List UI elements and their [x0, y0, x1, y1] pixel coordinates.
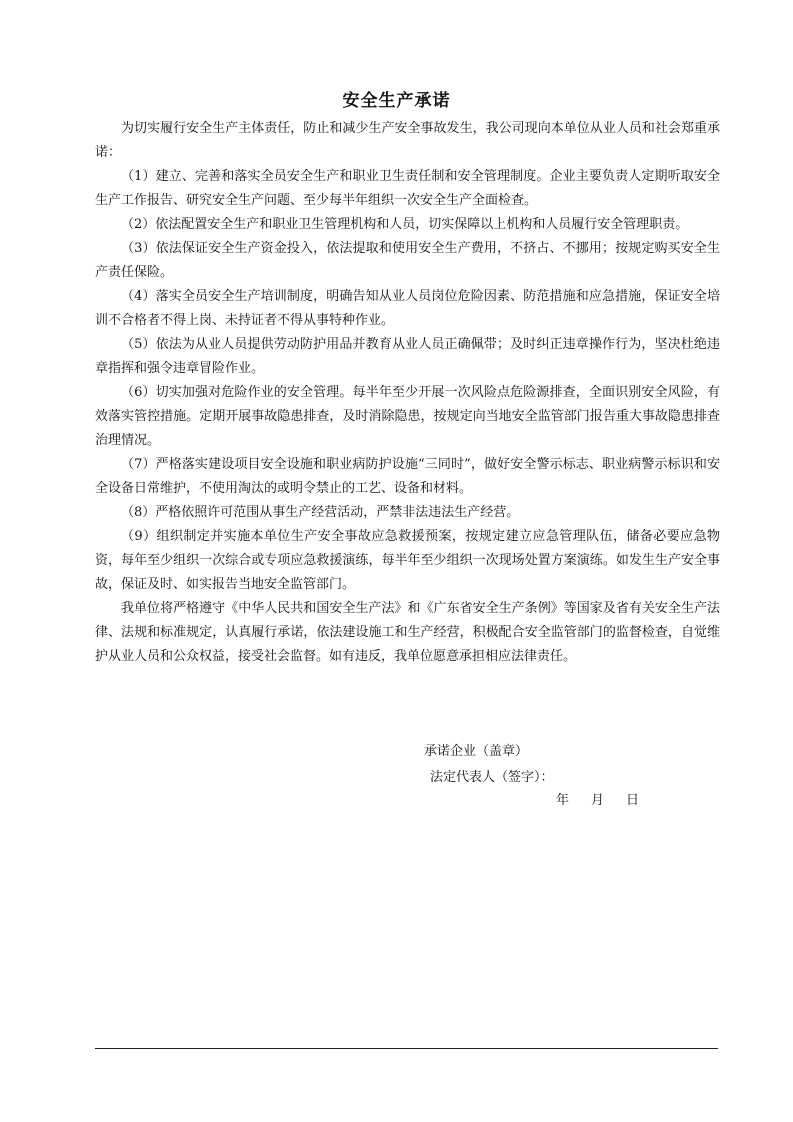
date-year-label: 年 [556, 793, 570, 808]
commitment-item-3: （3）依法保证安全生产资金投入，依法提取和使用安全生产费用，不挤占、不挪用；按规定购买安全生产责任保险。 [95, 241, 720, 280]
closing-paragraph: 我单位将严格遵守《中华人民共和国安全生产法》和《广东省安全生产条例》等国家及省有关安全生产法律、法规和标准规定，认真履行承诺，依法建设施工和生产经营，积极配合安全监管部门的监督检查，自觉维护从业人员和公众权益，接受社会监督。如有违反，我单位愿意承担相应法律责任。 [95, 601, 720, 664]
commitment-item-6: （6）切实加强对危险作业的安全管理。每半年至少开展一次风险点危险源排查，全面识别安全风险，有效落实管控措施。定期开展事故隐患排查，及时消除隐患，按规定向当地安全监管部门报告重大事故隐患排查治理情况。 [95, 385, 720, 448]
signature-representative-label: 法定代表人（签字）： [430, 770, 554, 785]
commitment-item-1: （1）建立、完善和落实全员安全生产和职业卫生责任制和安全管理制度。企业主要负责人定期听取安全生产工作报告、研究安全生产问题、至少每半年组织一次安全生产全面检查。 [95, 169, 720, 208]
intro-paragraph: 为切实履行安全生产主体责任，防止和减少生产安全事故发生，我公司现向本单位从业人员和社会郑重承诺： [95, 121, 720, 160]
signature-company-label: 承诺企业（盖章） [424, 744, 529, 759]
document-title: 安全生产承诺 [342, 91, 451, 111]
commitment-item-2: （2）依法配置安全生产和职业卫生管理机构和人员，切实保障以上机构和人员履行安全管理职责。 [121, 217, 689, 232]
footer-divider [95, 1048, 718, 1049]
commitment-item-7: （7）严格落实建设项目安全设施和职业病防护设施“三同时”，做好安全警示标志、职业病警示标识和安全设备日常维护，不使用淘汰的或明令禁止的工艺、设备和材料。 [95, 457, 720, 496]
signature-date [556, 789, 639, 813]
document-body [95, 117, 720, 669]
date-day-label: 日 [626, 793, 640, 808]
commitment-item-4: （4）落实全员安全生产培训制度，明确告知从业人员岗位危险因素、防范措施和应急措施，保证安全培训不合格者不得上岗、未持证者不得从事特种作业。 [95, 289, 720, 328]
date-month-label: 月 [591, 793, 605, 808]
commitment-item-8: （8）严格依照许可范围从事生产经营活动，严禁非法违法生产经营。 [121, 505, 520, 520]
commitment-item-5: （5）依法为从业人员提供劳动防护用品并教育从业人员正确佩带；及时纠正违章操作行为，坚决杜绝违章指挥和强令违章冒险作业。 [95, 337, 720, 376]
commitment-item-9: （9）组织制定并实施本单位生产安全事故应急救援预案，按规定建立应急管理队伍，储备必要应急物资，每年至少组织一次综合或专项应急救援演练，每半年至少组织一次现场处置方案演练。如发生生产安全事故，保证及时、如实报告当地安全监管部门。 [95, 529, 720, 592]
